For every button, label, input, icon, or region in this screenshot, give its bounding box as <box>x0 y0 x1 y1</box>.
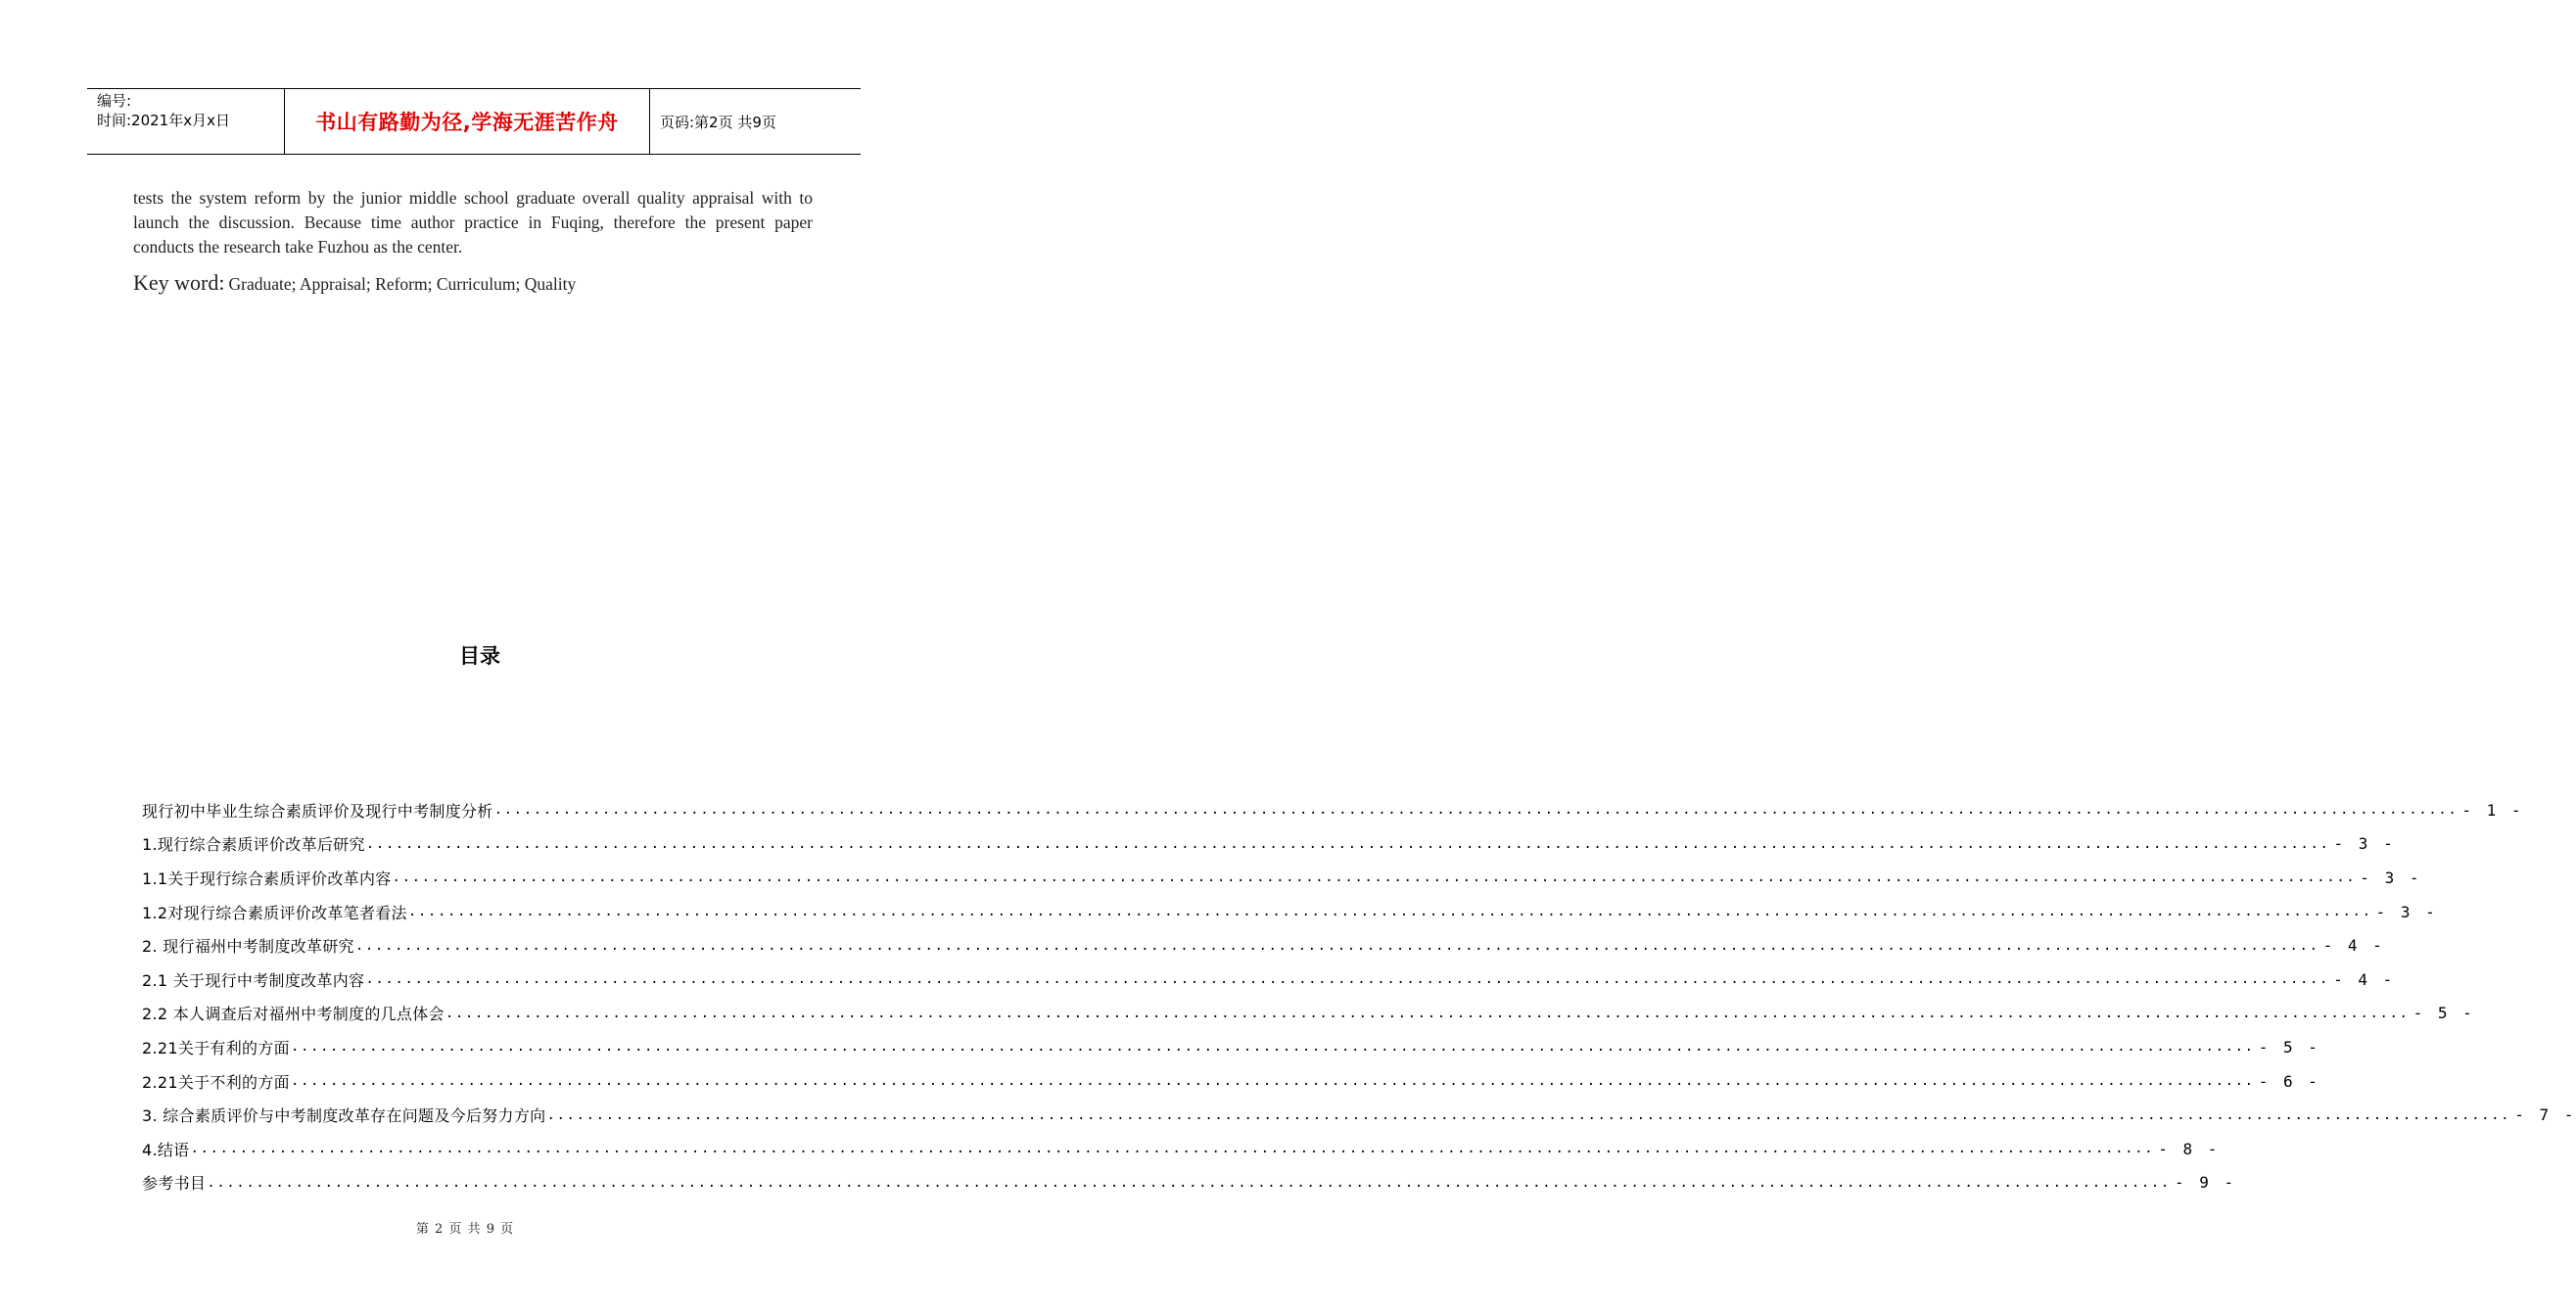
toc-entry[interactable] <box>142 1166 2237 1200</box>
toc-dot-leader: ........................................................................................................................................................................................................ <box>290 1039 2255 1056</box>
toc-entry-page: - 5 - <box>2412 1004 2475 1023</box>
header-page-label: 页码:第2页 共9页 <box>660 113 776 131</box>
toc-dot-leader: ........................................................................................................................................................................................................ <box>190 1141 2155 1157</box>
toc-entry-page: - 9 - <box>2174 1173 2237 1193</box>
toc-entry-page: - 1 - <box>2461 800 2524 820</box>
header-number-label: 编号: <box>97 92 132 110</box>
toc-entry[interactable] <box>142 928 2385 963</box>
toc-entry[interactable] <box>142 1098 2576 1132</box>
toc-entry-label: 1.1关于现行综合素质评价改革内容 <box>142 869 392 888</box>
toc-dot-leader: ........................................................................................................................................................................................................ <box>493 802 2459 819</box>
toc-entry-label: 2. 现行福州中考制度改革研究 <box>142 937 354 957</box>
toc-entry-page: - 3 - <box>2360 868 2422 887</box>
header-meta-cell <box>87 89 285 154</box>
toc-entry-page: - 8 - <box>2158 1139 2221 1158</box>
toc-entry-label: 现行初中毕业生综合素质评价及现行中考制度分析 <box>142 801 493 821</box>
keywords-values: Graduate; Appraisal; Reform; Curriculum; Quality <box>228 274 577 294</box>
toc-entry-page: - 6 - <box>2258 1071 2320 1091</box>
abstract-paragraph: tests the system reform by the junior middle school graduate overall quality appraisal with to launch the discussion. Because time author practice in Fuqing, therefore the present paper conducts the research take Fuzhou as the center. <box>133 188 813 257</box>
page-footer: 第 2 页 共 9 页 <box>415 1222 515 1237</box>
toc-entry-label: 2.2 本人调查后对福州中考制度的几点体会 <box>142 1005 445 1024</box>
toc-entry-label: 1.2对现行综合素质评价改革笔者看法 <box>142 903 407 922</box>
header-motto: 书山有路勤为径,学海无涯苦作舟 <box>315 111 619 134</box>
toc-entry-page: - 4 - <box>2322 936 2385 956</box>
toc-entry[interactable] <box>142 827 2396 862</box>
toc-dot-leader: ........................................................................................................................................................................................................ <box>365 835 2330 852</box>
toc-entry[interactable] <box>142 1030 2320 1064</box>
toc-entry-label: 2.1 关于现行中考制度改革内容 <box>142 970 365 990</box>
table-of-contents <box>142 793 2576 1199</box>
keywords-label: Key word: <box>133 270 225 295</box>
toc-dot-leader: ........................................................................................................................................................................................................ <box>354 937 2319 954</box>
toc-entry-label: 2.21关于不利的方面 <box>142 1072 290 1092</box>
toc-entry-label: 2.21关于有利的方面 <box>142 1038 290 1058</box>
toc-entry-page: - 7 - <box>2514 1105 2576 1125</box>
toc-dot-leader: ........................................................................................................................................................................................................ <box>207 1174 2171 1191</box>
toc-entry-label: 4.结语 <box>142 1140 190 1159</box>
toc-entry[interactable] <box>142 997 2475 1031</box>
toc-dot-leader: ........................................................................................................................................................................................................ <box>290 1073 2255 1090</box>
toc-entry-page: - 4 - <box>2333 969 2396 989</box>
toc-entry[interactable] <box>142 1064 2320 1099</box>
toc-entry[interactable] <box>142 861 2422 895</box>
document-header <box>87 88 861 155</box>
toc-entry-label: 3. 综合素质评价与中考制度改革存在问题及今后努力方向 <box>142 1106 546 1126</box>
toc-entry[interactable] <box>142 895 2438 929</box>
toc-entry-page: - 5 - <box>2258 1037 2320 1057</box>
keywords-line <box>133 270 813 296</box>
toc-entry[interactable] <box>142 1132 2221 1166</box>
toc-dot-leader: ........................................................................................................................................................................................................ <box>445 1005 2410 1021</box>
toc-dot-leader: ........................................................................................................................................................................................................ <box>365 971 2330 988</box>
toc-dot-leader: ........................................................................................................................................................................................................ <box>407 904 2372 920</box>
toc-entry-label: 参考书目 <box>142 1174 207 1194</box>
toc-entry-label: 1.现行综合素质评价改革后研究 <box>142 835 365 855</box>
toc-entry[interactable] <box>142 963 2396 997</box>
toc-entry[interactable] <box>142 793 2524 827</box>
header-motto-cell <box>285 89 650 154</box>
toc-dot-leader: ........................................................................................................................................................................................................ <box>546 1106 2511 1123</box>
toc-entry-page: - 3 - <box>2375 902 2438 921</box>
toc-entry-page: - 3 - <box>2333 834 2396 854</box>
toc-title: 目录 <box>459 644 500 668</box>
header-page-cell <box>650 89 861 154</box>
header-time-label: 时间:2021年x月x日 <box>97 112 230 129</box>
toc-dot-leader: ........................................................................................................................................................................................................ <box>392 870 2357 886</box>
